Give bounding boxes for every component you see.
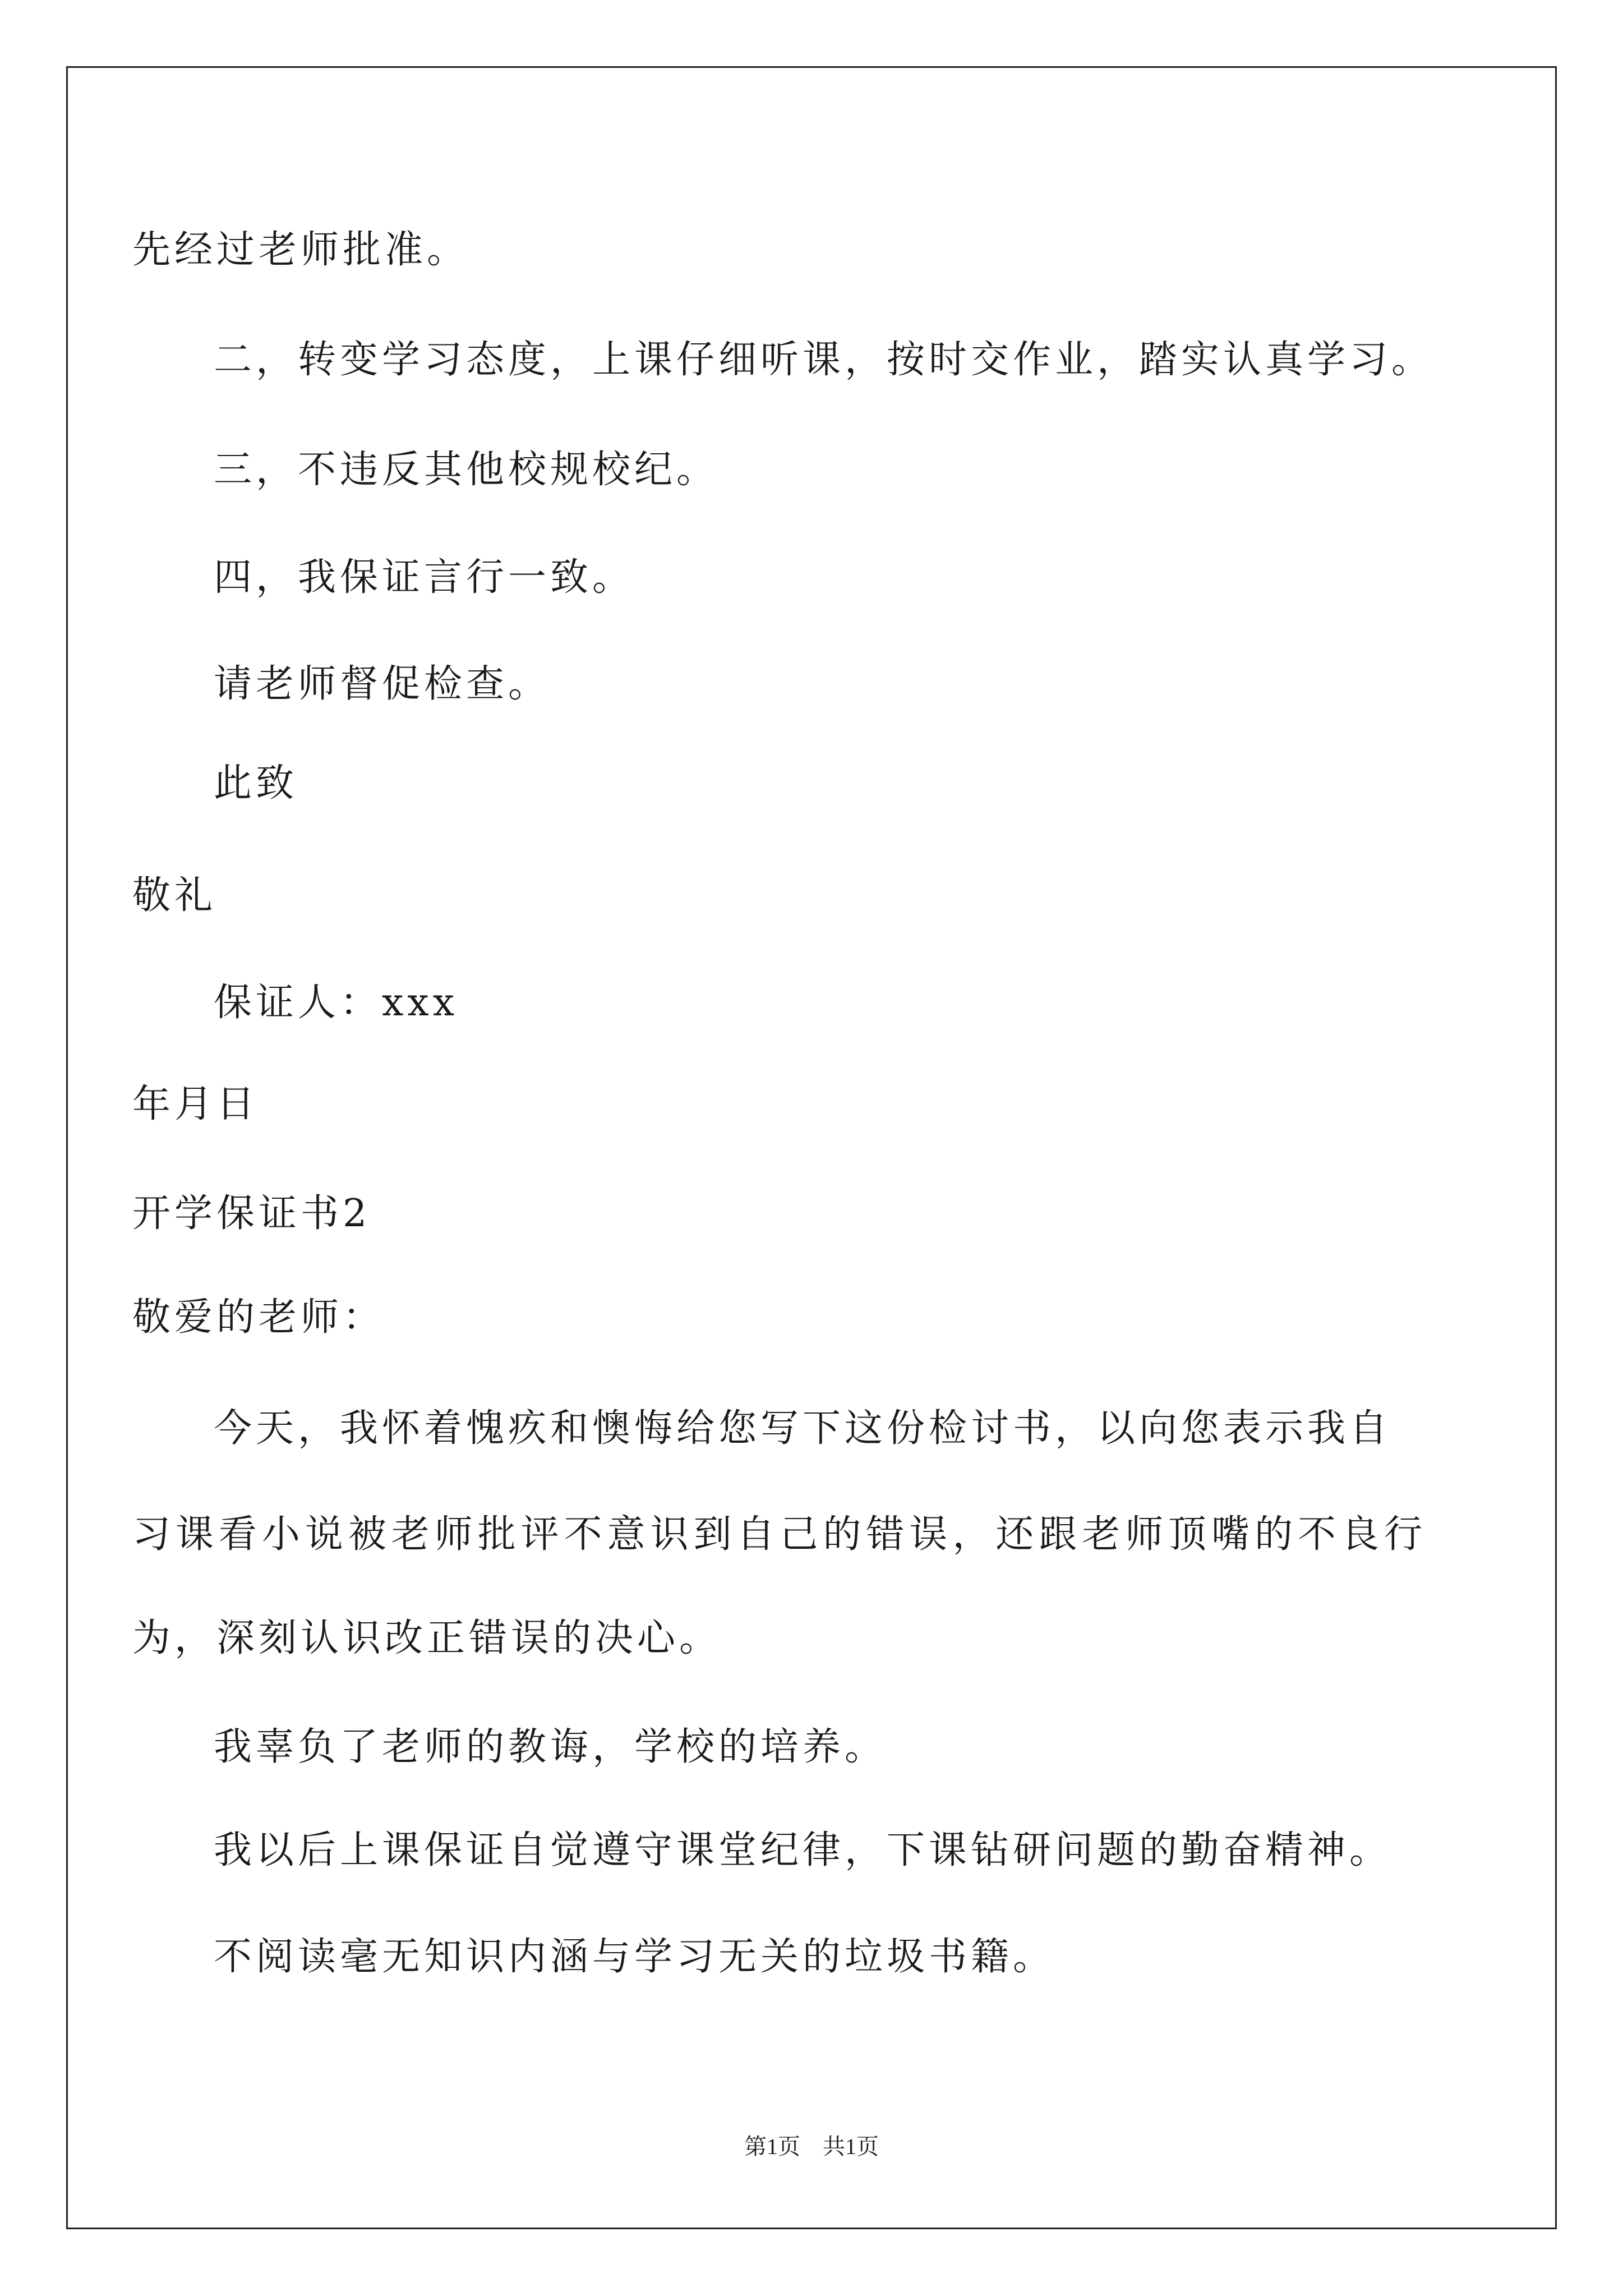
closing-phrase: 此致 xyxy=(214,761,298,806)
paragraph-line: 四，我保证言行一致。 xyxy=(214,555,635,600)
paragraph-line: 为，深刻认识改正错误的决心。 xyxy=(132,1616,722,1660)
paragraph-line: 二，转变学习态度，上课仔细听课，按时交作业，踏实认真学习。 xyxy=(214,338,1434,382)
date-line: 年月日 xyxy=(132,1082,259,1126)
paragraph-line: 今天，我怀着愧疚和懊悔给您写下这份检讨书，以向您表示我自 xyxy=(214,1406,1392,1451)
closing-salute: 敬礼 xyxy=(132,873,217,918)
paragraph-line: 不阅读毫无知识内涵与学习无关的垃圾书籍。 xyxy=(214,1935,1055,1979)
paragraph-line: 三，不违反其他校规校纪。 xyxy=(214,448,719,492)
signature-line: 保证人：xxx xyxy=(214,981,459,1025)
paragraph-line: 请老师督促检查。 xyxy=(214,662,551,706)
paragraph-line: 我辜负了老师的教诲，学校的培养。 xyxy=(214,1725,887,1769)
page-footer: 第1页 共1页 xyxy=(744,2134,879,2159)
paragraph-line: 我以后上课保证自觉遵守课堂纪律，下课钻研问题的勤奋精神。 xyxy=(214,1828,1392,1872)
page-border xyxy=(66,66,1557,2229)
paragraph-line: 先经过老师批准。 xyxy=(132,228,469,272)
salutation: 敬爱的老师： xyxy=(132,1295,385,1340)
paragraph-line: 习课看小说被老师批评不意识到自己的错误，还跟老师顶嘴的不良行 xyxy=(132,1512,1422,1557)
section-title: 开学保证书2 xyxy=(132,1191,371,1236)
